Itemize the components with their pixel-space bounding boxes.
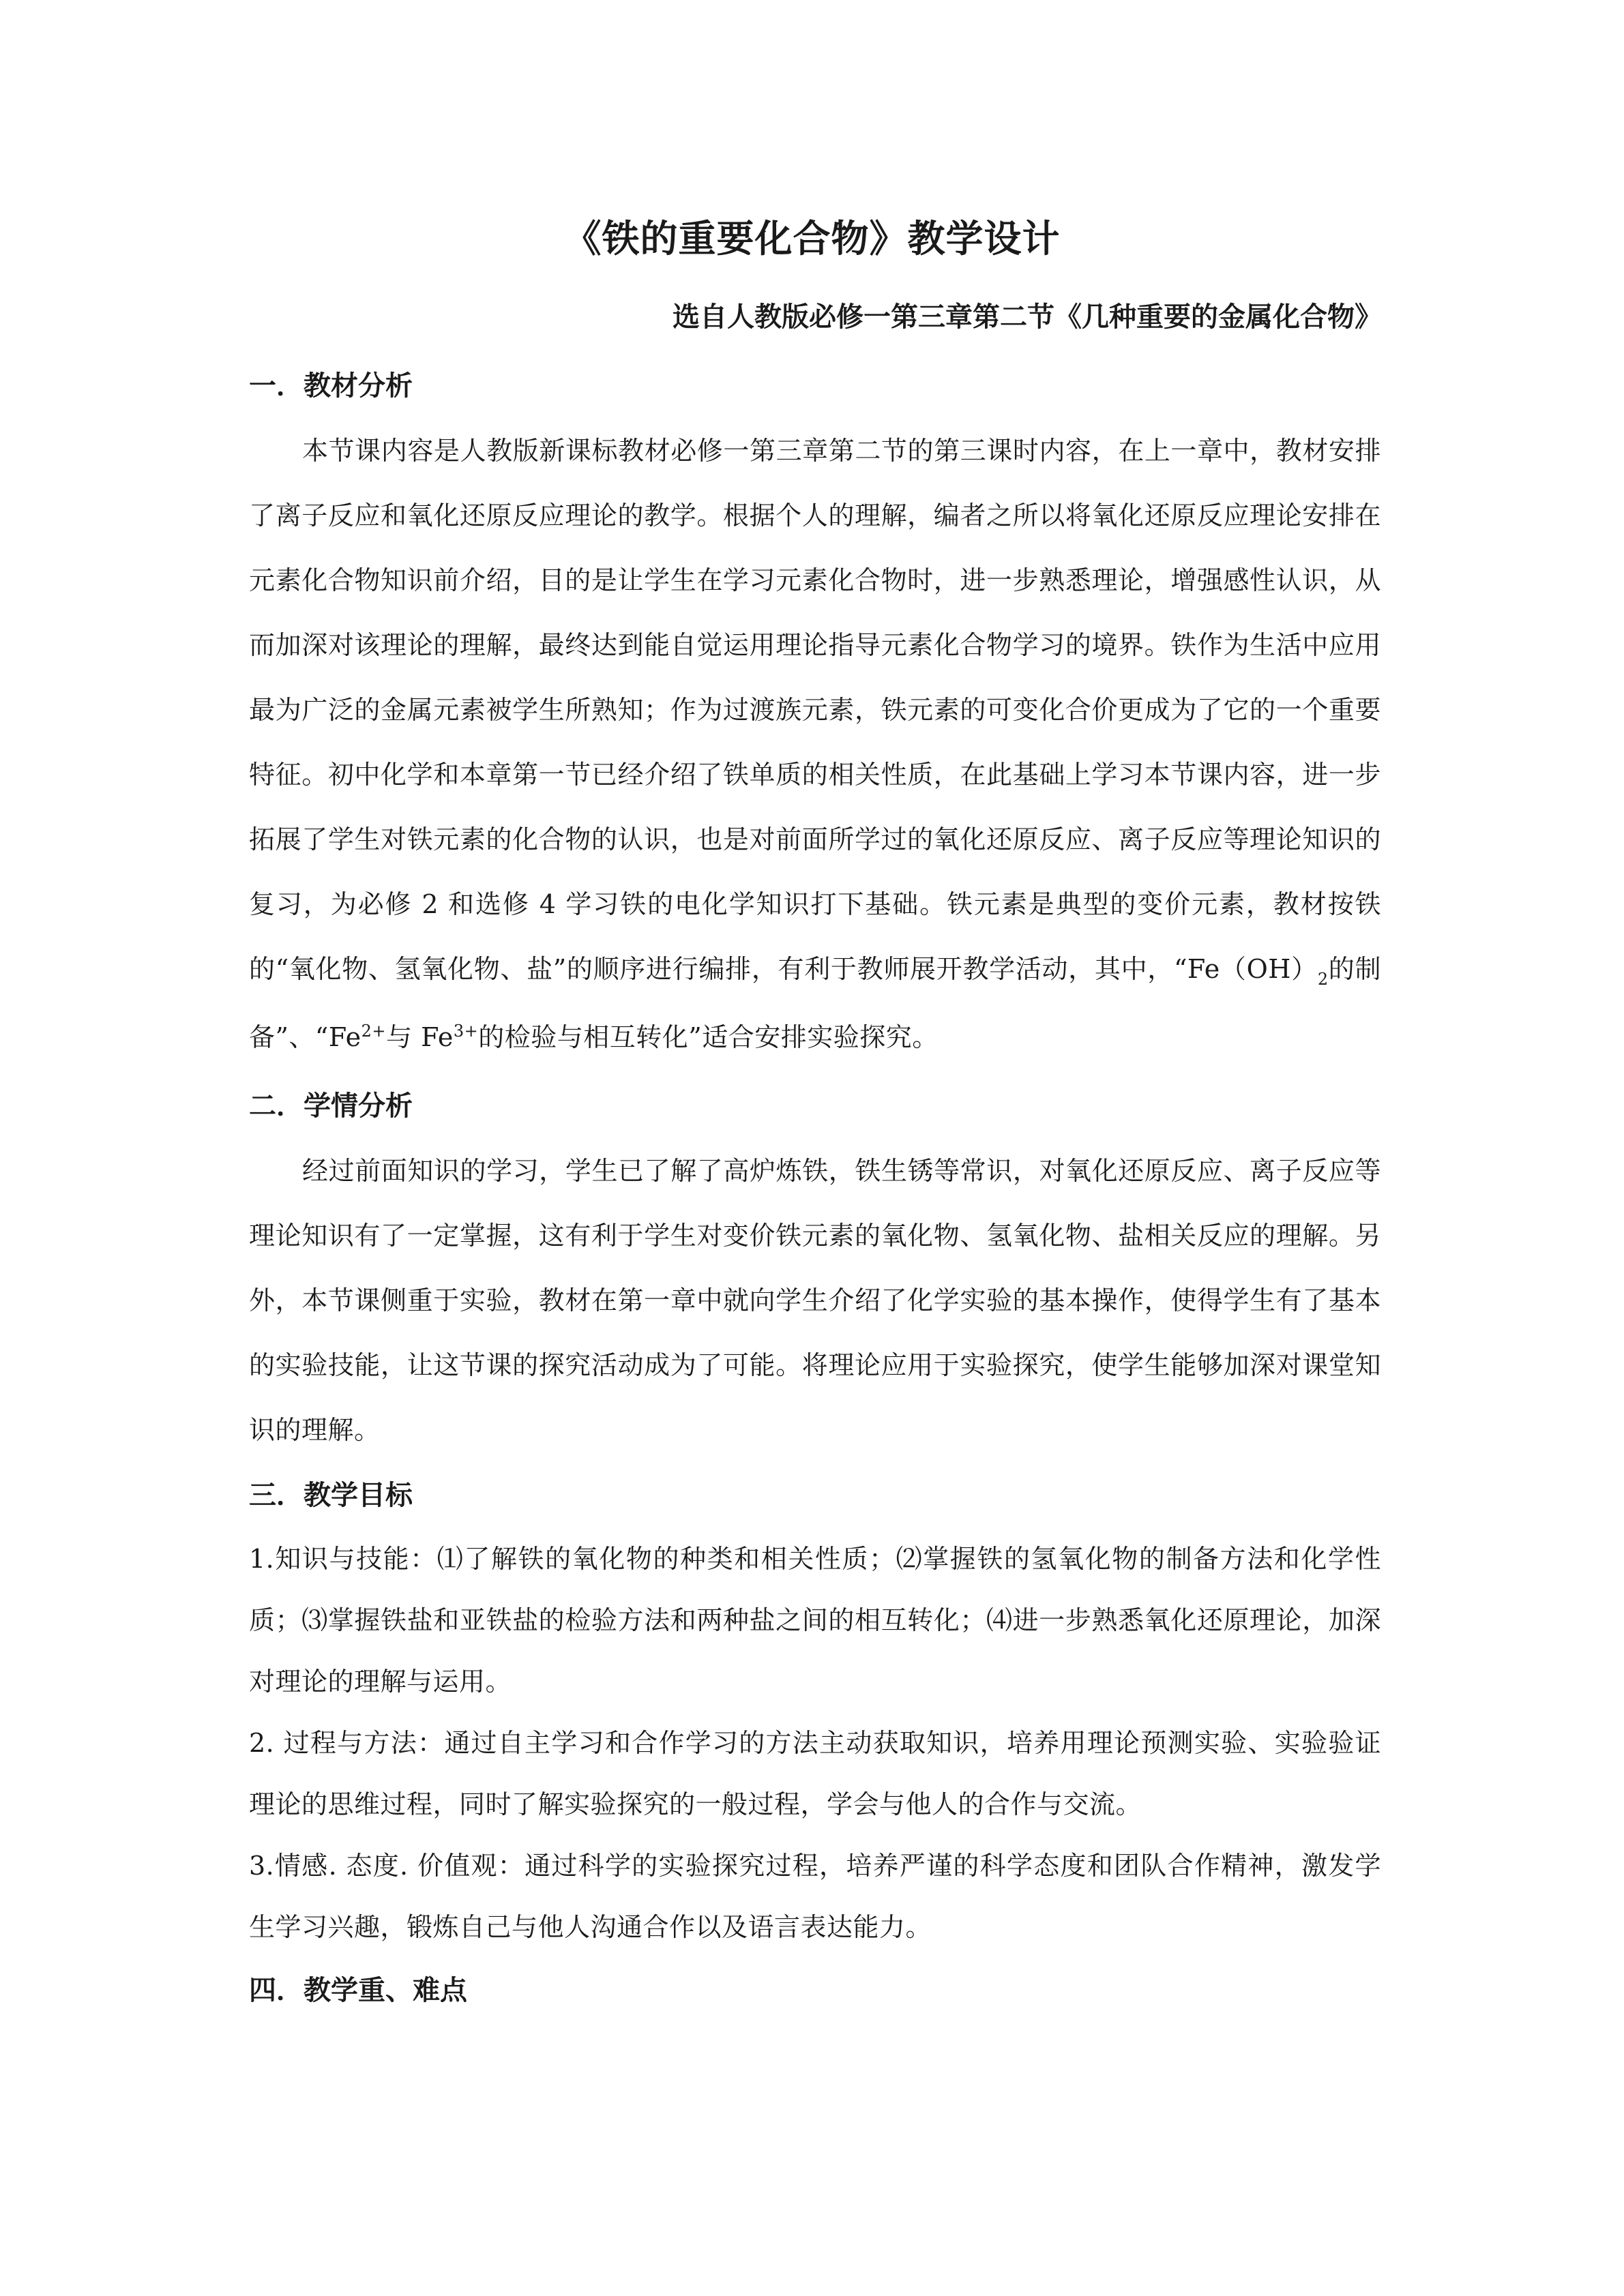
paragraph-text: 的制备”、“Fe [249,954,1381,1052]
section-heading-textbook-analysis: 一．教材分析 [249,370,413,402]
superscript: 2+ [361,1022,387,1041]
document-subtitle: 选自人教版必修一第三章第二节《几种重要的金属化合物》 [673,301,1382,333]
objective-item-knowledge-skills: 1.知识与技能：⑴了解铁的氧化物的种类和相关性质；⑵掌握铁的氢氧化物的制备方法和化学性质；⑶掌握铁盐和亚铁盐的检验方法和两种盐之间的相互转化；⑷进一步熟悉氧化还原理论，加深对理论的理解与运用。 [249,1544,1381,1697]
paragraph-student-analysis: 经过前面知识的学习，学生已了解了高炉炼铁，铁生锈等常识，对氧化还原反应、离子反应等理论知识有了一定掌握，这有利于学生对变价铁元素的氧化物、氢氧化物、盐相关反应的理解。另外，本节课侧重于实验，教材在第一章中就向学生介绍了化学实验的基本操作，使得学生有了基本的实验技能，让这节课的探究活动成为了可能。将理论应用于实验探究，使学生能够加深对课堂知识的理解。 [249,1156,1381,1445]
paragraph-text: 本节课内容是人教版新课标教材必修一第三章第二节的第三课时内容，在上一章中，教材安排了离子反应和氧化还原反应理论的教学。根据个人的理解，编者之所以将氧化还原反应理论安排在元素化合物知识前介绍，目的是让学生在学习元素化合物时，进一步熟悉理论，增强感性认识，从而加深对该理论的理解，最终达到能自觉运用理论指导元素化合物学习的境界。铁作为生活中应用最为广泛的金属元素被学生所熟知；作为过渡族元素，铁元素的可变化合价更成为了它的一个重要特征。初中化学和本章第一节已经介绍了铁单质的相关性质，在此基础上学习本节课内容，进一步拓展了学生对铁元素的化合物的认识，也是对前面所学过的氧化还原反应、离子反应等理论知识的复习，为必修 2 和选修 4 学习铁的电化学知识打下基础。铁元素是典型的变价元素，教材按铁的“氧化物、氢氧化物、盐”的顺序进行编排，有利于教师展开教学活动，其中，“Fe（OH） [249,436,1381,984]
objective-item-attitudes-values: 3.情感. 态度. 价值观：通过科学的实验探究过程，培养严谨的科学态度和团队合作精神，激发学生学习兴趣，锻炼自己与他人沟通合作以及语言表达能力。 [249,1851,1381,1942]
document-body [249,353,1381,2023]
superscript: 3+ [453,1022,479,1041]
section-heading-teaching-objectives: 三．教学目标 [249,1480,413,1511]
document-title: 《铁的重要化合物》教学设计 [563,217,1061,260]
paragraph-text: 与 Fe [386,1022,454,1052]
objective-item-process-methods: 2. 过程与方法：通过自主学习和合作学习的方法主动获取知识，培养用理论预测实验、实验验证理论的思维过程，同时了解实验探究的一般过程，学会与他人的合作与交流。 [249,1728,1381,1819]
section-heading-student-analysis: 二．学情分析 [249,1090,413,1122]
paragraph-textbook-analysis [249,419,1381,1073]
section-heading-key-points: 四．教学重、难点 [249,1975,467,2006]
paragraph-text: 的检验与相互转化”适合安排实验探究。 [478,1022,939,1052]
subscript: 2 [1317,970,1329,989]
